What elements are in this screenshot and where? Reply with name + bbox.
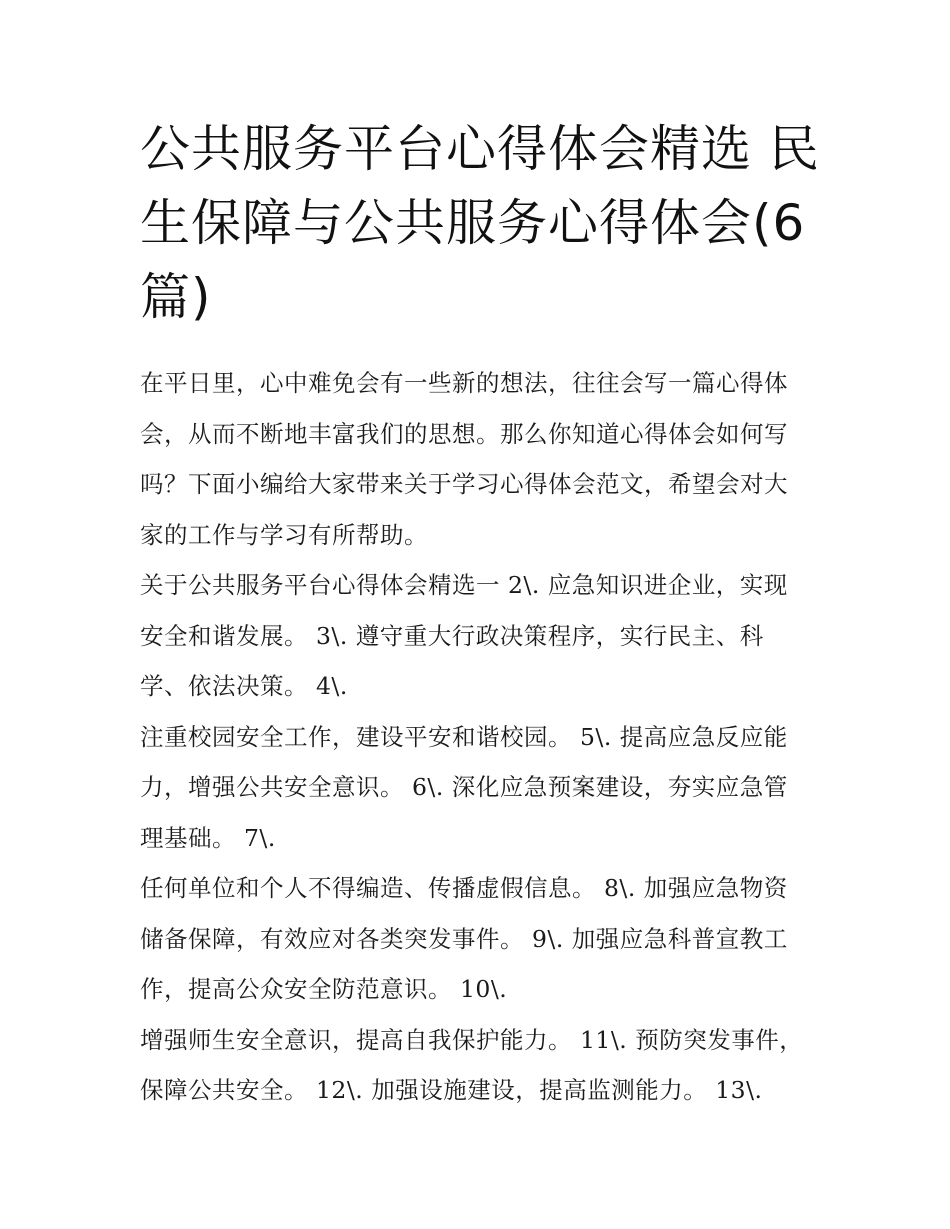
text-line: 家的工作与学习有所帮助。 (140, 520, 428, 549)
text-line: 注重校园安全工作，建设平安和谐校园。 5\. 提高应急反应能 (140, 722, 788, 751)
text-line: 储备保障，有效应对各类突发事件。 9\. 加强应急科普宣教工 (140, 924, 788, 953)
text-line: 安全和谐发展。 3\. 遵守重大行政决策程序，实行民主、科 (140, 621, 764, 650)
text-line: 作，提高公众安全防范意识。 10\. (140, 975, 508, 1003)
text-line: 增强师生安全意识，提高自我保护能力。 11\. 预防突发事件， (140, 1025, 804, 1054)
text-line: 任何单位和个人不得编造、传播虚假信息。 8\. 加强应急物资 (140, 874, 788, 902)
title-line: 生保障与公共服务心得体会(6 (140, 194, 806, 252)
intro-paragraph (140, 358, 820, 560)
body-paragraph (140, 1015, 820, 1116)
text-line: 在平日里，心中难免会有一些新的想法，往往会写一篇心得体 (140, 369, 788, 397)
document-title (140, 112, 820, 334)
title-line: 篇) (140, 268, 212, 326)
document-body (140, 358, 820, 1116)
text-line: 关于公共服务平台心得体会精选一 2\. 应急知识进企业，实现 (140, 571, 788, 599)
text-line: 吗？下面小编给大家带来关于学习心得体会范文，希望会对大 (140, 470, 788, 498)
text-line: 保障公共安全。 12\. 加强设施建设，提高监测能力。 13\. (140, 1076, 763, 1104)
body-paragraph (140, 863, 820, 1015)
title-line: 公共服务平台心得体会精选 民 (140, 120, 820, 178)
body-paragraph (140, 560, 820, 712)
document-page (140, 112, 820, 1116)
text-line: 会，从而不断地丰富我们的思想。那么你知道心得体会如何写 (140, 419, 788, 448)
text-line: 理基础。 7\. (140, 823, 276, 852)
text-line: 力，增强公共安全意识。 6\. 深化应急预案建设，夯实应急管 (140, 773, 788, 801)
text-line: 学、依法决策。 4\. (140, 672, 348, 700)
body-paragraph (140, 712, 820, 864)
